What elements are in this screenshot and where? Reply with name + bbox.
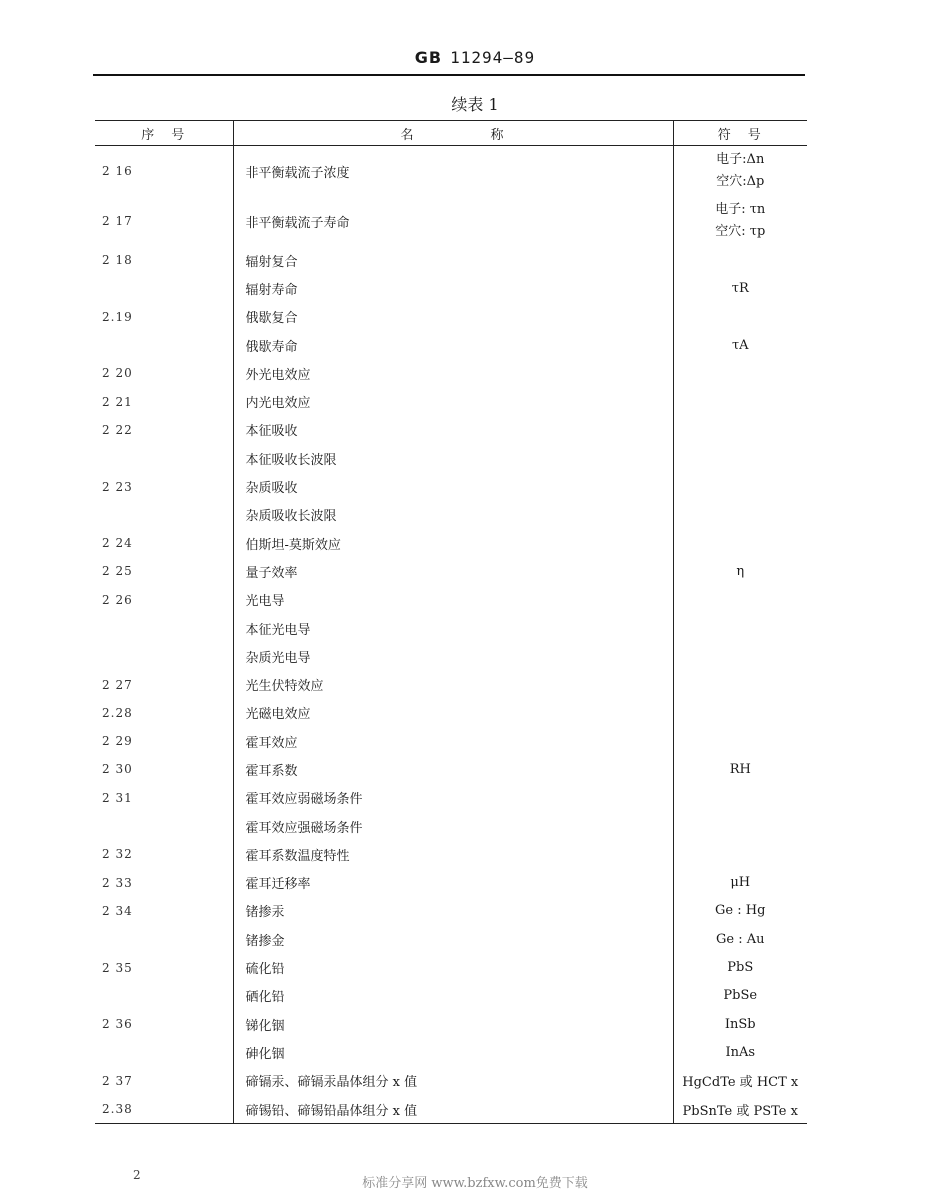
row-term-name: 外光电效应: [233, 359, 673, 387]
table-caption: 续表 1: [451, 95, 499, 114]
row-symbol: [673, 196, 807, 246]
row-symbol: PbSe: [673, 982, 807, 1010]
row-symbol: τR: [673, 274, 807, 302]
row-number: 2.28: [102, 705, 133, 720]
row-number: 2 32: [102, 847, 133, 862]
table-row: [95, 529, 807, 557]
row-term-name: 非平衡载流子寿命: [233, 196, 673, 246]
row-symbol: [673, 472, 807, 500]
table-row: [95, 146, 807, 197]
row-symbol: μH: [673, 869, 807, 897]
row-term-name: 伯斯坦-莫斯效应: [233, 529, 673, 557]
row-symbol: [673, 614, 807, 642]
row-number: 2 37: [102, 1073, 133, 1088]
row-term-name: 杂质吸收: [233, 472, 673, 500]
row-number: [95, 1038, 233, 1066]
column-header-name: 名 称: [233, 121, 673, 146]
row-number: 2 26: [102, 592, 133, 607]
column-header-symbol: 符 号: [673, 121, 807, 146]
row-number: [95, 982, 233, 1010]
row-number: 2 29: [102, 734, 133, 749]
row-symbol: RH: [673, 755, 807, 783]
row-symbol: [673, 727, 807, 755]
row-term-name: 霍耳系数温度特性: [233, 840, 673, 868]
row-term-name: 锗掺汞: [233, 897, 673, 925]
row-number: 2 24: [102, 536, 133, 551]
column-header-number: 序 号: [95, 121, 233, 146]
row-symbol: [673, 444, 807, 472]
table-row: [95, 897, 807, 925]
row-number: [95, 274, 233, 302]
row-term-name: 非平衡载流子浓度: [233, 146, 673, 197]
document-header: [0, 48, 950, 67]
row-symbol: [673, 246, 807, 274]
row-symbol: [673, 359, 807, 387]
row-term-name: 锑化铟: [233, 1010, 673, 1038]
row-term-name: 量子效率: [233, 557, 673, 585]
row-number: 2 27: [102, 677, 133, 692]
row-symbol: InAs: [673, 1038, 807, 1066]
table-row: [95, 869, 807, 897]
table-row: [95, 387, 807, 415]
table-row: [95, 642, 807, 670]
row-term-name: 本征光电导: [233, 614, 673, 642]
row-term-name: 霍耳迁移率: [233, 869, 673, 897]
row-symbol: τA: [673, 331, 807, 359]
table-row: [95, 501, 807, 529]
row-number: [95, 331, 233, 359]
row-symbol: [673, 812, 807, 840]
page-number: 2: [133, 1168, 141, 1182]
table-row: [95, 614, 807, 642]
row-term-name: 硫化铅: [233, 953, 673, 981]
row-term-name: 霍耳系数: [233, 755, 673, 783]
row-symbol: [673, 699, 807, 727]
table-header-row: [95, 121, 807, 146]
row-symbol: [673, 146, 807, 197]
table-row: [95, 812, 807, 840]
table-row: [95, 840, 807, 868]
row-number: 2 22: [102, 422, 133, 437]
table-row: [95, 925, 807, 953]
watermark: 标准分享网 www.bzfxw.com免费下载: [362, 1176, 588, 1191]
table-row: [95, 1010, 807, 1038]
row-number: 2 36: [102, 1017, 133, 1032]
row-number: [95, 925, 233, 953]
row-symbol: PbSnTe 或 PSTe x: [673, 1095, 807, 1124]
row-term-name: 杂质吸收长波限: [233, 501, 673, 529]
row-number: 2 23: [102, 479, 133, 494]
row-term-name: 硒化铅: [233, 982, 673, 1010]
row-symbol: [673, 586, 807, 614]
row-symbol: Ge : Au: [673, 925, 807, 953]
table-row: [95, 953, 807, 981]
row-term-name: 碲锡铅、碲锡铅晶体组分 x 值: [233, 1095, 673, 1124]
table-row: [95, 784, 807, 812]
row-symbol-line: 空穴:Δp: [716, 174, 765, 189]
table-row: [95, 196, 807, 246]
row-term-name: 光生伏特效应: [233, 670, 673, 698]
row-number: 2 21: [102, 394, 133, 409]
row-symbol: PbS: [673, 953, 807, 981]
row-term-name: 霍耳效应: [233, 727, 673, 755]
row-number: [95, 444, 233, 472]
row-term-name: 光电导: [233, 586, 673, 614]
row-number: 2 20: [102, 366, 133, 381]
table-row: [95, 586, 807, 614]
table-body: [95, 146, 807, 1124]
row-term-name: 辐射复合: [233, 246, 673, 274]
row-number: [95, 812, 233, 840]
row-symbol: [673, 840, 807, 868]
row-number: [95, 642, 233, 670]
table-row: [95, 331, 807, 359]
row-symbol: [673, 303, 807, 331]
row-term-name: 杂质光电导: [233, 642, 673, 670]
table-row: [95, 444, 807, 472]
row-term-name: 霍耳效应强磁场条件: [233, 812, 673, 840]
row-symbol: [673, 416, 807, 444]
table-row: [95, 982, 807, 1010]
row-term-name: 辐射寿命: [233, 274, 673, 302]
table-row: [95, 274, 807, 302]
row-number: 2.19: [102, 309, 133, 324]
row-number: 2.38: [95, 1095, 233, 1124]
standard-code: 11294—89: [450, 48, 536, 67]
row-symbol: [673, 529, 807, 557]
row-term-name: 光磁电效应: [233, 699, 673, 727]
row-number: 2 16: [102, 164, 133, 178]
row-number: 2 25: [102, 564, 133, 579]
standard-prefix: GB: [414, 48, 443, 67]
table-row: [95, 1067, 807, 1095]
table-row: [95, 1095, 807, 1124]
table-row: [95, 699, 807, 727]
row-symbol: η: [673, 557, 807, 585]
row-symbol: HgCdTe 或 HCT x: [673, 1067, 807, 1095]
table-row: [95, 303, 807, 331]
table-row: [95, 755, 807, 783]
row-symbol: Ge : Hg: [673, 897, 807, 925]
row-term-name: 俄歇复合: [233, 303, 673, 331]
row-term-name: 锗掺金: [233, 925, 673, 953]
row-symbol: [673, 670, 807, 698]
row-number: 2 31: [102, 790, 133, 805]
row-number: 2 35: [102, 960, 133, 975]
row-symbol: [673, 501, 807, 529]
row-symbol: InSb: [673, 1010, 807, 1038]
terms-table: [95, 120, 807, 1124]
row-number: [95, 614, 233, 642]
row-number: 2 30: [102, 762, 133, 777]
row-symbol: [673, 387, 807, 415]
row-symbol-line: 空穴: τp: [715, 224, 766, 239]
row-symbol: [673, 642, 807, 670]
table-row: [95, 727, 807, 755]
row-term-name: 碲镉汞、碲镉汞晶体组分 x 值: [233, 1067, 673, 1095]
row-term-name: 霍耳效应弱磁场条件: [233, 784, 673, 812]
table-row: [95, 246, 807, 274]
row-term-name: 本征吸收: [233, 416, 673, 444]
table-row: [95, 1038, 807, 1066]
row-term-name: 砷化铟: [233, 1038, 673, 1066]
row-symbol: [673, 784, 807, 812]
row-number: [95, 501, 233, 529]
row-number: 2 33: [102, 875, 133, 890]
row-term-name: 内光电效应: [233, 387, 673, 415]
table-row: [95, 416, 807, 444]
header-rule: [93, 74, 805, 76]
table-row: [95, 557, 807, 585]
table-row: [95, 359, 807, 387]
table-row: [95, 472, 807, 500]
row-symbol-line: 电子:Δn: [716, 152, 765, 167]
row-term-name: 本征吸收长波限: [233, 444, 673, 472]
row-number: 2 18: [102, 253, 133, 268]
row-number: 2 34: [102, 903, 133, 918]
row-symbol-line: 电子: τn: [715, 202, 766, 217]
row-number: 2 17: [102, 214, 133, 228]
row-term-name: 俄歇寿命: [233, 331, 673, 359]
table-row: [95, 670, 807, 698]
